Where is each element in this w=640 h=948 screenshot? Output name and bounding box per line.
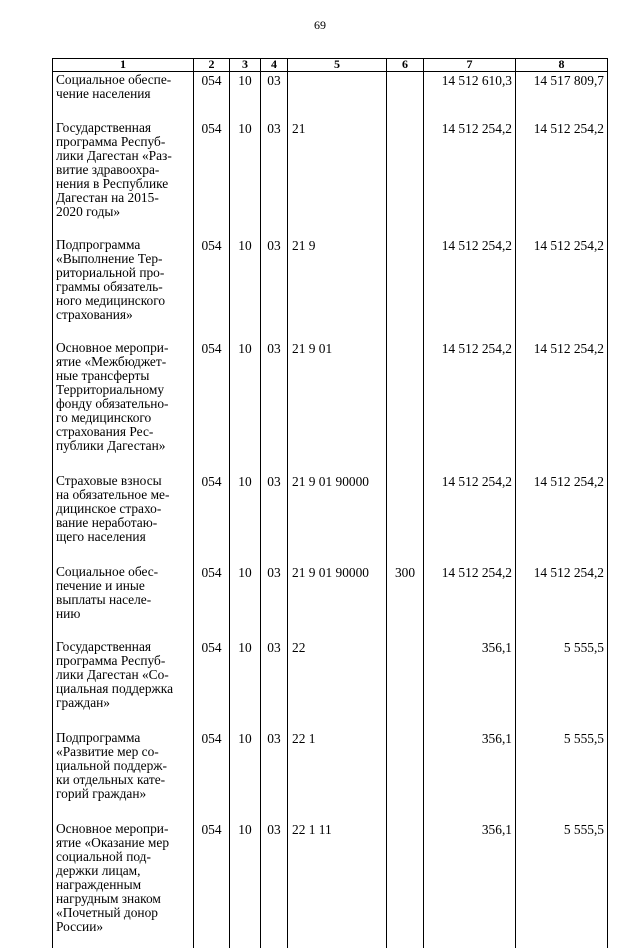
- amount-col8: 5 555,5: [516, 730, 608, 821]
- row-name-line: нагрудным знаком: [56, 892, 191, 906]
- table-row: [53, 730, 608, 821]
- table-row: [53, 340, 608, 473]
- row-name-line: программа Респуб-: [56, 135, 191, 149]
- subsection-code: 03: [261, 340, 288, 473]
- admin-code: 054: [194, 821, 230, 948]
- table-row: [53, 72, 608, 121]
- section-code: 10: [230, 340, 261, 473]
- target-article-code: 21 9 01 90000: [288, 473, 387, 564]
- target-article-code: 21 9 01: [288, 340, 387, 473]
- amount-col8: 14 512 254,2: [516, 340, 608, 473]
- row-name-line: страхования Рес-: [56, 425, 191, 439]
- row-name-line: дицинское страхо-: [56, 502, 191, 516]
- amount-col8: 5 555,5: [516, 639, 608, 730]
- amount-col8: 14 512 254,2: [516, 237, 608, 340]
- table-row: [53, 237, 608, 340]
- row-name-line: держки лицам,: [56, 864, 191, 878]
- row-name-line: циальной поддерж-: [56, 759, 191, 773]
- row-name-line: «Почетный донор: [56, 906, 191, 920]
- row-name: [53, 72, 194, 121]
- column-header-2: 2: [194, 59, 230, 72]
- row-name-line: «Выполнение Тер-: [56, 252, 191, 266]
- table-row: [53, 639, 608, 730]
- row-name-line: чение населения: [56, 87, 191, 101]
- row-name: [53, 821, 194, 948]
- subsection-code: 03: [261, 237, 288, 340]
- row-name: [53, 639, 194, 730]
- amount-col8: 14 512 254,2: [516, 473, 608, 564]
- amount-col7: 14 512 254,2: [424, 473, 516, 564]
- row-name: [53, 120, 194, 237]
- table-row: [53, 821, 608, 948]
- section-code: 10: [230, 237, 261, 340]
- section-code: 10: [230, 72, 261, 121]
- table-header: [53, 59, 608, 72]
- target-article-code: 21: [288, 120, 387, 237]
- row-name-line: фонду обязательно-: [56, 397, 191, 411]
- table-row: [53, 564, 608, 639]
- admin-code: 054: [194, 72, 230, 121]
- subsection-code: 03: [261, 639, 288, 730]
- expense-type-code: [387, 821, 424, 948]
- row-name-line: социальной под-: [56, 850, 191, 864]
- row-name: [53, 237, 194, 340]
- row-name-line: горий граждан»: [56, 787, 191, 801]
- row-name-line: печение и иные: [56, 579, 191, 593]
- row-name-line: России»: [56, 920, 191, 934]
- row-name-line: щего населения: [56, 530, 191, 544]
- amount-col7: 14 512 254,2: [424, 237, 516, 340]
- row-name-line: циальная поддержка: [56, 682, 191, 696]
- row-name-line: ятие «Межбюджет-: [56, 355, 191, 369]
- row-name-line: Государственная: [56, 640, 191, 654]
- column-header-8: 8: [516, 59, 608, 72]
- admin-code: 054: [194, 639, 230, 730]
- admin-code: 054: [194, 120, 230, 237]
- column-header-5: 5: [288, 59, 387, 72]
- section-code: 10: [230, 730, 261, 821]
- row-name-line: Дагестан на 2015-: [56, 191, 191, 205]
- expense-type-code: [387, 120, 424, 237]
- expense-type-code: [387, 72, 424, 121]
- column-header-3: 3: [230, 59, 261, 72]
- admin-code: 054: [194, 237, 230, 340]
- row-name-line: витие здравоохра-: [56, 163, 191, 177]
- admin-code: 054: [194, 730, 230, 821]
- row-name-line: ные трансферты: [56, 369, 191, 383]
- row-name-line: программа Респуб-: [56, 654, 191, 668]
- row-name-line: Подпрограмма: [56, 238, 191, 252]
- row-name-line: лики Дагестан «Раз-: [56, 149, 191, 163]
- row-name-line: ного медицинского: [56, 294, 191, 308]
- column-header-7: 7: [424, 59, 516, 72]
- row-name-line: риториальной про-: [56, 266, 191, 280]
- admin-code: 054: [194, 340, 230, 473]
- target-article-code: 22 1: [288, 730, 387, 821]
- column-header-1: 1: [53, 59, 194, 72]
- admin-code: 054: [194, 564, 230, 639]
- amount-col7: 356,1: [424, 730, 516, 821]
- subsection-code: 03: [261, 730, 288, 821]
- amount-col8: 14 512 254,2: [516, 564, 608, 639]
- row-name-line: вание неработаю-: [56, 516, 191, 530]
- subsection-code: 03: [261, 72, 288, 121]
- row-name-line: Страховые взносы: [56, 474, 191, 488]
- expense-type-code: 300: [387, 564, 424, 639]
- row-name-line: 2020 годы»: [56, 205, 191, 219]
- row-name-line: нения в Республике: [56, 177, 191, 191]
- subsection-code: 03: [261, 120, 288, 237]
- amount-col8: 14 517 809,7: [516, 72, 608, 121]
- subsection-code: 03: [261, 821, 288, 948]
- amount-col7: 14 512 254,2: [424, 120, 516, 237]
- target-article-code: [288, 72, 387, 121]
- subsection-code: 03: [261, 473, 288, 564]
- section-code: 10: [230, 473, 261, 564]
- section-code: 10: [230, 821, 261, 948]
- target-article-code: 22: [288, 639, 387, 730]
- amount-col7: 14 512 254,2: [424, 340, 516, 473]
- row-name-line: Социальное обес-: [56, 565, 191, 579]
- row-name: [53, 730, 194, 821]
- row-name-line: Государственная: [56, 121, 191, 135]
- row-name-line: публики Дагестан»: [56, 439, 191, 453]
- admin-code: 054: [194, 473, 230, 564]
- row-name-line: Социальное обеспе-: [56, 73, 191, 87]
- target-article-code: 21 9: [288, 237, 387, 340]
- budget-table: [52, 58, 608, 948]
- expense-type-code: [387, 473, 424, 564]
- amount-col7: 356,1: [424, 639, 516, 730]
- amount-col8: 14 512 254,2: [516, 120, 608, 237]
- row-name-line: страхования»: [56, 308, 191, 322]
- subsection-code: 03: [261, 564, 288, 639]
- target-article-code: 21 9 01 90000: [288, 564, 387, 639]
- row-name: [53, 473, 194, 564]
- expense-type-code: [387, 237, 424, 340]
- table-row: [53, 473, 608, 564]
- header-row: [53, 59, 608, 72]
- page-number: 69: [0, 18, 640, 33]
- row-name-line: граждан»: [56, 696, 191, 710]
- amount-col7: 14 512 254,2: [424, 564, 516, 639]
- row-name-line: Территориальному: [56, 383, 191, 397]
- expense-type-code: [387, 639, 424, 730]
- column-header-6: 6: [387, 59, 424, 72]
- row-name-line: граммы обязатель-: [56, 280, 191, 294]
- row-name-line: «Развитие мер со-: [56, 745, 191, 759]
- expense-type-code: [387, 340, 424, 473]
- expense-type-code: [387, 730, 424, 821]
- row-name-line: награжденным: [56, 878, 191, 892]
- amount-col7: 356,1: [424, 821, 516, 948]
- row-name: [53, 340, 194, 473]
- amount-col7: 14 512 610,3: [424, 72, 516, 121]
- row-name-line: го медицинского: [56, 411, 191, 425]
- table-body: [53, 72, 608, 948]
- column-header-4: 4: [261, 59, 288, 72]
- amount-col8: 5 555,5: [516, 821, 608, 948]
- row-name-line: на обязательное ме-: [56, 488, 191, 502]
- row-name-line: Основное меропри-: [56, 341, 191, 355]
- section-code: 10: [230, 564, 261, 639]
- row-name: [53, 564, 194, 639]
- row-name-line: Подпрограмма: [56, 731, 191, 745]
- section-code: 10: [230, 120, 261, 237]
- row-name-line: ки отдельных кате-: [56, 773, 191, 787]
- row-name-line: Основное меропри-: [56, 822, 191, 836]
- table-row: [53, 120, 608, 237]
- row-name-line: нию: [56, 607, 191, 621]
- target-article-code: 22 1 11: [288, 821, 387, 948]
- row-name-line: ятие «Оказание мер: [56, 836, 191, 850]
- section-code: 10: [230, 639, 261, 730]
- row-name-line: лики Дагестан «Со-: [56, 668, 191, 682]
- row-name-line: выплаты населе-: [56, 593, 191, 607]
